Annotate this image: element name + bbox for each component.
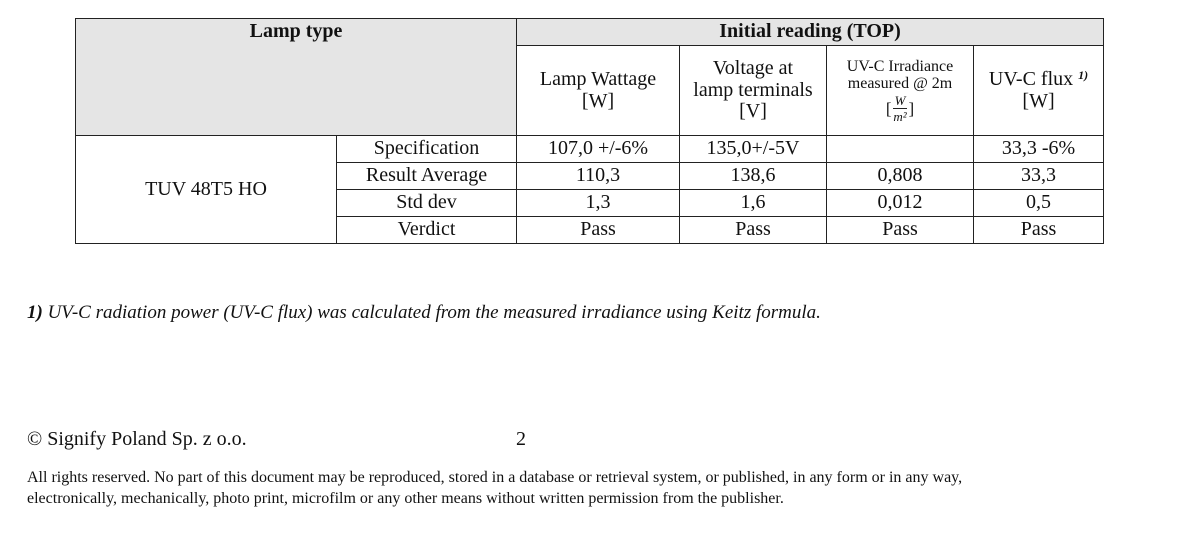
rights-line-2: electronically, mechanically, photo print, microfilm or any other means without written permission from the publisher. [27,489,784,507]
irradiance-label-line1: UV-C Irradiance [846,57,954,75]
cell-voltage: 135,0+/-5V [680,136,827,163]
cell-wattage: 1,3 [517,190,680,217]
irradiance-unit-denominator: m² [893,109,907,125]
cell-flux: 33,3 -6% [974,136,1104,163]
col-header-wattage [517,46,680,136]
irradiance-unit: [ $\frac{W}{\text{m²}}$ ] [885,93,915,125]
row-label: Specification [337,136,517,163]
row-label: Verdict [337,217,517,244]
lamp-type-header: Lamp type [76,19,517,136]
cell-voltage: Pass [680,217,827,244]
footnote [27,302,821,324]
cell-voltage: 1,6 [680,190,827,217]
initial-reading-header: Initial reading (TOP) [517,19,1104,46]
irradiance-unit-numerator: W [894,93,906,109]
cell-wattage: 110,3 [517,163,680,190]
col-header-flux [974,46,1104,136]
irradiance-label-line2: measured @ 2m [847,75,953,92]
footnote-marker: 1) [27,302,43,323]
rights-line-1: All rights reserved. No part of this document may be reproduced, stored in a database or retrieval system, or published, in any form or in any way, [27,469,963,486]
wattage-label: Lamp Wattage [539,67,657,90]
copyright-notice: © Signify Poland Sp. z o.o. [27,428,247,450]
footnote-text: UV-C radiation power (UV-C flux) was calculated from the measured irradiance using Keitz formula. [42,302,821,323]
cell-wattage: Pass [517,217,680,244]
flux-label: UV-C flux [988,67,1074,90]
voltage-unit: [V] [739,100,767,123]
wattage-unit: [W] [581,89,615,112]
cell-irradiance: Pass [827,217,974,244]
col-header-voltage [680,46,827,136]
cell-flux: 0,5 [974,190,1104,217]
flux-footnote-marker: 1) [1078,67,1089,82]
flux-unit: [W] [1022,89,1055,112]
lamp-name-cell: TUV 48T5 HO [76,136,337,244]
voltage-label-line1: Voltage at [712,57,794,80]
cell-irradiance: 0,012 [827,190,974,217]
cell-flux: 33,3 [974,163,1104,190]
rights-reserved-text [27,468,1137,510]
row-label: Result Average [337,163,517,190]
lamp-spec-table [75,18,1104,244]
cell-voltage: 138,6 [680,163,827,190]
row-label: Std dev [337,190,517,217]
cell-irradiance: 0,808 [827,163,974,190]
cell-wattage: 107,0 +/-6% [517,136,680,163]
page-number: 2 [516,428,526,450]
cell-irradiance [827,136,974,163]
col-header-irradiance [827,46,974,136]
voltage-label-line2: lamp terminals [693,78,813,101]
cell-flux: Pass [974,217,1104,244]
